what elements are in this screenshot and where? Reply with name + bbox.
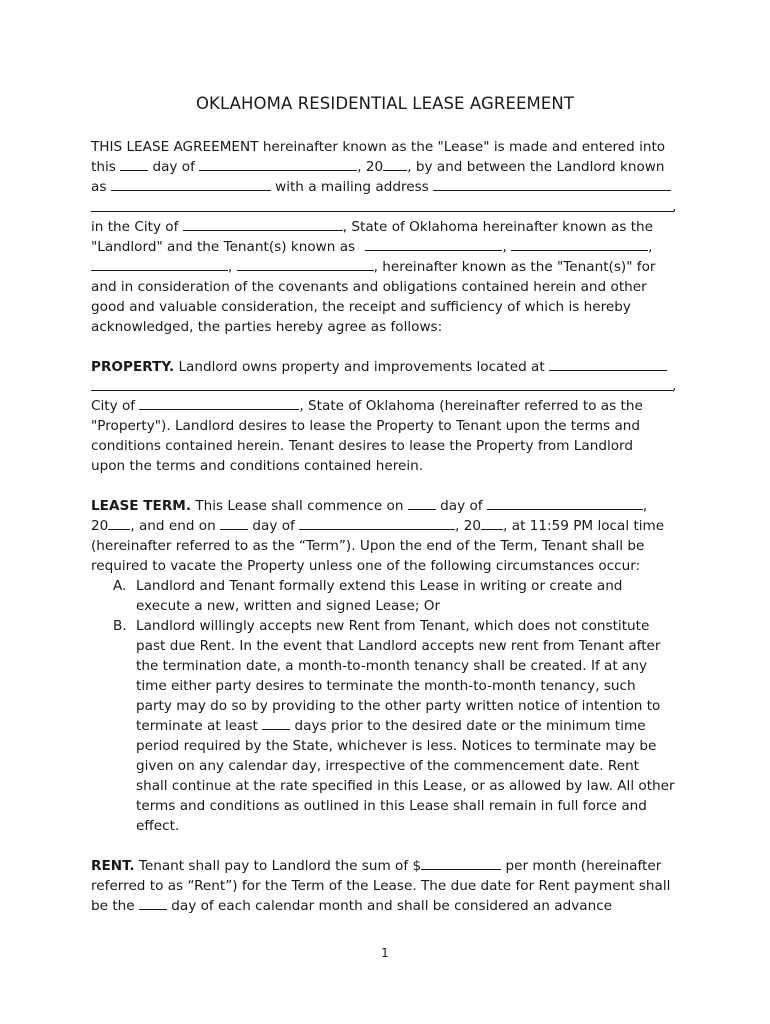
intro-text: day of	[152, 159, 195, 175]
intro-line-7	[91, 257, 676, 277]
rent-line-2: referred to as “Rent”) for the Term of the Lease. The due date for Rent payment shall	[91, 878, 671, 894]
intro-text: THIS LEASE AGREEMENT hereinafter known as the "Lease" is made and entered into	[91, 139, 666, 155]
lease-term-text: , at 11:59 PM local time	[503, 518, 665, 534]
year-blank[interactable]	[383, 157, 407, 171]
intro-line-2	[91, 157, 676, 177]
lease-term-line-4: required to vacate the Property unless one of the following circumstances occur:	[91, 558, 641, 574]
lease-term-line-3: (hereinafter referred to as the “Term”). Upon the end of the Term, Tenant shall be	[91, 538, 645, 554]
rent-amount-blank[interactable]	[421, 856, 501, 870]
property-line-3	[91, 396, 676, 416]
property-line-1	[91, 357, 676, 377]
rent-due-day-blank[interactable]	[139, 896, 167, 910]
day-blank[interactable]	[120, 157, 148, 171]
intro-line-3	[91, 177, 676, 197]
lease-term-text: , 20	[455, 518, 482, 534]
intro-line-1	[91, 137, 676, 157]
item-b-text: days prior to the desired date or the minimum time	[294, 718, 646, 734]
tenant-name-blank-1[interactable]	[365, 237, 502, 251]
rent-text: per month (hereinafter	[505, 858, 662, 874]
item-b-line-6	[136, 716, 676, 736]
mailing-address-blank-2[interactable]	[91, 211, 673, 212]
property-line-6: upon the terms and conditions contained herein.	[91, 458, 424, 474]
lease-term-text: ,	[642, 498, 648, 514]
property-line-4: "Property"). Landlord desires to lease the Property to Tenant upon the terms and	[91, 418, 641, 434]
start-day-blank[interactable]	[408, 496, 436, 510]
tenant-name-blank-4[interactable]	[237, 257, 374, 271]
intro-text: with a mailing address	[275, 179, 429, 195]
property-text: City of	[91, 398, 136, 414]
property-address-blank-2[interactable]	[91, 390, 673, 391]
list-marker-a: A.	[113, 578, 127, 594]
rent-heading: RENT.	[91, 858, 135, 874]
property-heading: PROPERTY.	[91, 359, 175, 375]
item-a-line-2: execute a new, written and signed Lease; Or	[136, 598, 441, 614]
item-b-line-5: party may do so by providing to the other party written notice of intention to	[136, 698, 661, 714]
intro-text: , hereinafter known as the "Tenant(s)" for	[373, 259, 656, 275]
rent-text: day of each calendar month and shall be considered an advance	[171, 898, 613, 914]
intro-line-5	[91, 217, 676, 237]
property-city-blank[interactable]	[139, 396, 299, 410]
item-b-text: terminate at least	[136, 718, 258, 734]
lease-term-heading: LEASE TERM.	[91, 498, 191, 514]
intro-text: , 20	[357, 159, 384, 175]
end-year-blank[interactable]	[481, 516, 503, 530]
intro-text: ,	[228, 259, 233, 275]
intro-text: in the City of	[91, 219, 179, 235]
intro-line-8: and in consideration of the covenants and obligations contained herein and other	[91, 279, 647, 295]
lease-term-text: day of	[252, 518, 295, 534]
item-b-line-1: Landlord willingly accepts new Rent from Tenant, which does not constitute	[136, 618, 650, 634]
lease-term-line-2	[91, 516, 676, 536]
item-a-line-1: Landlord and Tenant formally extend this Lease in writing or create and	[136, 578, 623, 594]
intro-line-6	[91, 237, 676, 257]
intro-line-10: acknowledged, the parties hereby agree as follows:	[91, 319, 443, 335]
intro-text: , State of Oklahoma hereinafter known as the	[342, 219, 654, 235]
intro-text: as	[91, 179, 107, 195]
city-blank[interactable]	[183, 217, 343, 231]
property-text: , State of Oklahoma (hereinafter referred to as the	[299, 398, 643, 414]
intro-text: this	[91, 159, 116, 175]
lease-term-text: day of	[440, 498, 483, 514]
start-year-blank[interactable]	[108, 516, 130, 530]
notice-days-blank[interactable]	[262, 716, 290, 730]
item-b-line-10: terms and conditions as outlined in this Lease shall remain in full force and	[136, 798, 647, 814]
item-b-line-11: effect.	[136, 818, 180, 834]
rent-line-3	[91, 896, 676, 916]
comma: ,	[672, 378, 677, 394]
rent-text: be the	[91, 898, 135, 914]
month-blank[interactable]	[199, 157, 357, 171]
tenant-name-blank-3[interactable]	[91, 257, 228, 271]
lease-term-line-1	[91, 496, 676, 516]
item-b-line-4: time either party desires to terminate the month-to-month tenancy, such	[136, 678, 636, 694]
lease-term-text: , and end on	[130, 518, 216, 534]
rent-line-1	[91, 856, 676, 876]
list-marker-b: B.	[113, 618, 127, 634]
tenant-name-blank-2[interactable]	[511, 237, 648, 251]
start-month-blank[interactable]	[487, 496, 643, 510]
property-text: Landlord owns property and improvements located at	[178, 359, 545, 375]
end-month-blank[interactable]	[299, 516, 455, 530]
intro-line-9: good and valuable consideration, the receipt and sufficiency of which is hereby	[91, 299, 631, 315]
intro-text: , by and between the Landlord known	[407, 159, 665, 175]
lease-term-text: 20	[91, 518, 109, 534]
item-b-line-9: shall continue at the rate specified in this Lease, or as allowed by law. All other	[136, 778, 675, 794]
document-title: OKLAHOMA RESIDENTIAL LEASE AGREEMENT	[195, 94, 575, 113]
end-day-blank[interactable]	[220, 516, 248, 530]
item-b-line-8: given on any calendar day, irrespective of the commencement date. Rent	[136, 758, 640, 774]
item-b-line-7: period required by the State, whichever is less. Notices to terminate may be	[136, 738, 657, 754]
rent-text: Tenant shall pay to Landlord the sum of $	[138, 858, 422, 874]
property-address-blank[interactable]	[549, 357, 667, 371]
item-b-line-2: past due Rent. In the event that Landlord accepts new rent from Tenant after	[136, 638, 661, 654]
mailing-address-blank[interactable]	[433, 177, 671, 191]
property-line-5: conditions contained herein. Tenant desires to lease the Property from Landlord	[91, 438, 634, 454]
intro-text: ,	[648, 239, 653, 255]
page-number: 1	[381, 946, 389, 960]
item-b-line-3: the termination date, a month-to-month tenancy shall be created. If at any	[136, 658, 648, 674]
intro-text: ,	[502, 239, 507, 255]
comma: ,	[672, 199, 677, 215]
intro-text: "Landlord" and the Tenant(s) known as	[91, 239, 356, 255]
lease-term-text: This Lease shall commence on	[195, 498, 404, 514]
landlord-name-blank[interactable]	[111, 177, 271, 191]
